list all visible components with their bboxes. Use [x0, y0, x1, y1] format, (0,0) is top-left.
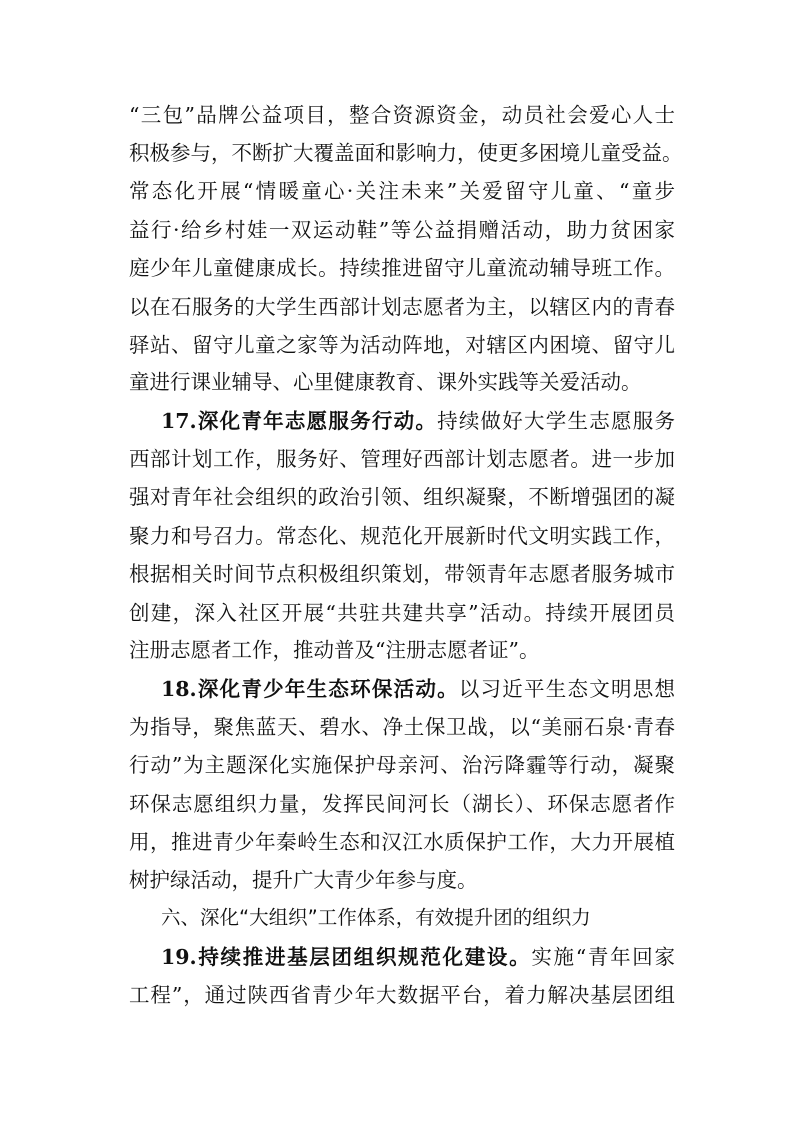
line-text: 工程”，通过陕西省青少年大数据平台，着力解决基层团组 [129, 983, 675, 1007]
section-heading-text: 六、深化“大组织”工作体系，有效提升团的组织力 [161, 906, 591, 929]
line-text: 积极参与，不断扩大覆盖面和影响力，使更多困境儿童受益。 [129, 141, 683, 165]
paragraph-line [129, 862, 675, 898]
paragraph-line [129, 97, 675, 133]
paragraph-line [129, 709, 675, 745]
line-text: 持续做好大学生志愿服务 [437, 409, 675, 433]
line-text: 西部计划工作，服务好、管理好西部计划志愿者。进一步加 [129, 447, 675, 471]
line-text: 庭少年儿童健康成长。持续推进留守儿童流动辅导班工作。 [129, 256, 675, 280]
line-text: 以在石服务的大学生西部计划志愿者为主，以辖区内的青春 [129, 295, 675, 319]
paragraph-line [129, 747, 675, 783]
line-text: 实施“青年回家 [531, 945, 675, 969]
paragraph-line [129, 289, 675, 325]
line-text: 以习近平生态文明思想 [458, 677, 675, 701]
paragraph-line [129, 441, 675, 477]
line-text: 聚力和号召力。常态化、规范化开展新时代文明实践工作， [129, 524, 675, 548]
paragraph-line [129, 595, 675, 631]
line-text: 驿站、留守儿童之家等为活动阵地，对辖区内困境、留守儿 [129, 333, 675, 357]
paragraph-line [129, 977, 675, 1013]
paragraph-line [129, 135, 683, 171]
line-text: “三包”品牌公益项目，整合资源资金，动员社会爱心人士 [129, 103, 675, 127]
item-17-title: 17.深化青年志愿服务行动。 [161, 409, 438, 433]
line-text: 注册志愿者工作，推动普及“注册志愿者证”。 [129, 638, 540, 662]
line-text: 童进行课业辅导、心里健康教育、课外实践等关爱活动。 [129, 370, 642, 394]
paragraph-line [129, 212, 675, 248]
paragraph-line [129, 479, 675, 515]
item-19-title: 19.持续推进基层团组织规范化建设。 [161, 945, 532, 969]
paragraph-line [129, 327, 675, 363]
paragraph-line [129, 824, 675, 860]
line-text: 用，推进青少年秦岭生态和汉江水质保护工作，大力开展植 [129, 830, 675, 854]
line-text: 树护绿活动，提升广大青少年参与度。 [129, 868, 478, 892]
paragraph-line [129, 518, 675, 554]
line-text: 常态化开展“情暖童心·关注未来”关爱留守儿童、“童步 [129, 179, 675, 203]
line-text: 根据相关时间节点积极组织策划，带领青年志愿者服务城市 [129, 562, 675, 586]
line-text: 益行·给乡村娃一双运动鞋”等公益捐赠活动，助力贫困家 [129, 218, 675, 242]
paragraph-line [129, 364, 675, 400]
paragraph-line [129, 632, 675, 668]
paragraph-line [129, 786, 675, 822]
item-17-first-line [161, 403, 675, 439]
item-18-title: 18.深化青少年生态环保活动。 [161, 677, 459, 701]
line-text: 环保志愿组织力量，发挥民间河长（湖长）、环保志愿者作 [129, 792, 675, 816]
line-text: 行动”为主题深化实施保护母亲河、治污降霾等行动，凝聚 [129, 753, 675, 777]
paragraph-line [129, 173, 675, 209]
line-text: 强对青年社会组织的政治引领、组织凝聚，不断增强团的凝 [129, 485, 675, 509]
item-18-first-line [161, 671, 675, 707]
item-19-first-line [161, 939, 675, 975]
line-text: 为指导，聚焦蓝天、碧水、净土保卫战，以“美丽石泉·青春 [129, 715, 675, 739]
line-text: 创建，深入社区开展“共驻共建共享”活动。持续开展团员 [129, 601, 675, 625]
paragraph-line [129, 556, 675, 592]
section-six-heading [161, 900, 675, 936]
paragraph-line [129, 250, 675, 286]
